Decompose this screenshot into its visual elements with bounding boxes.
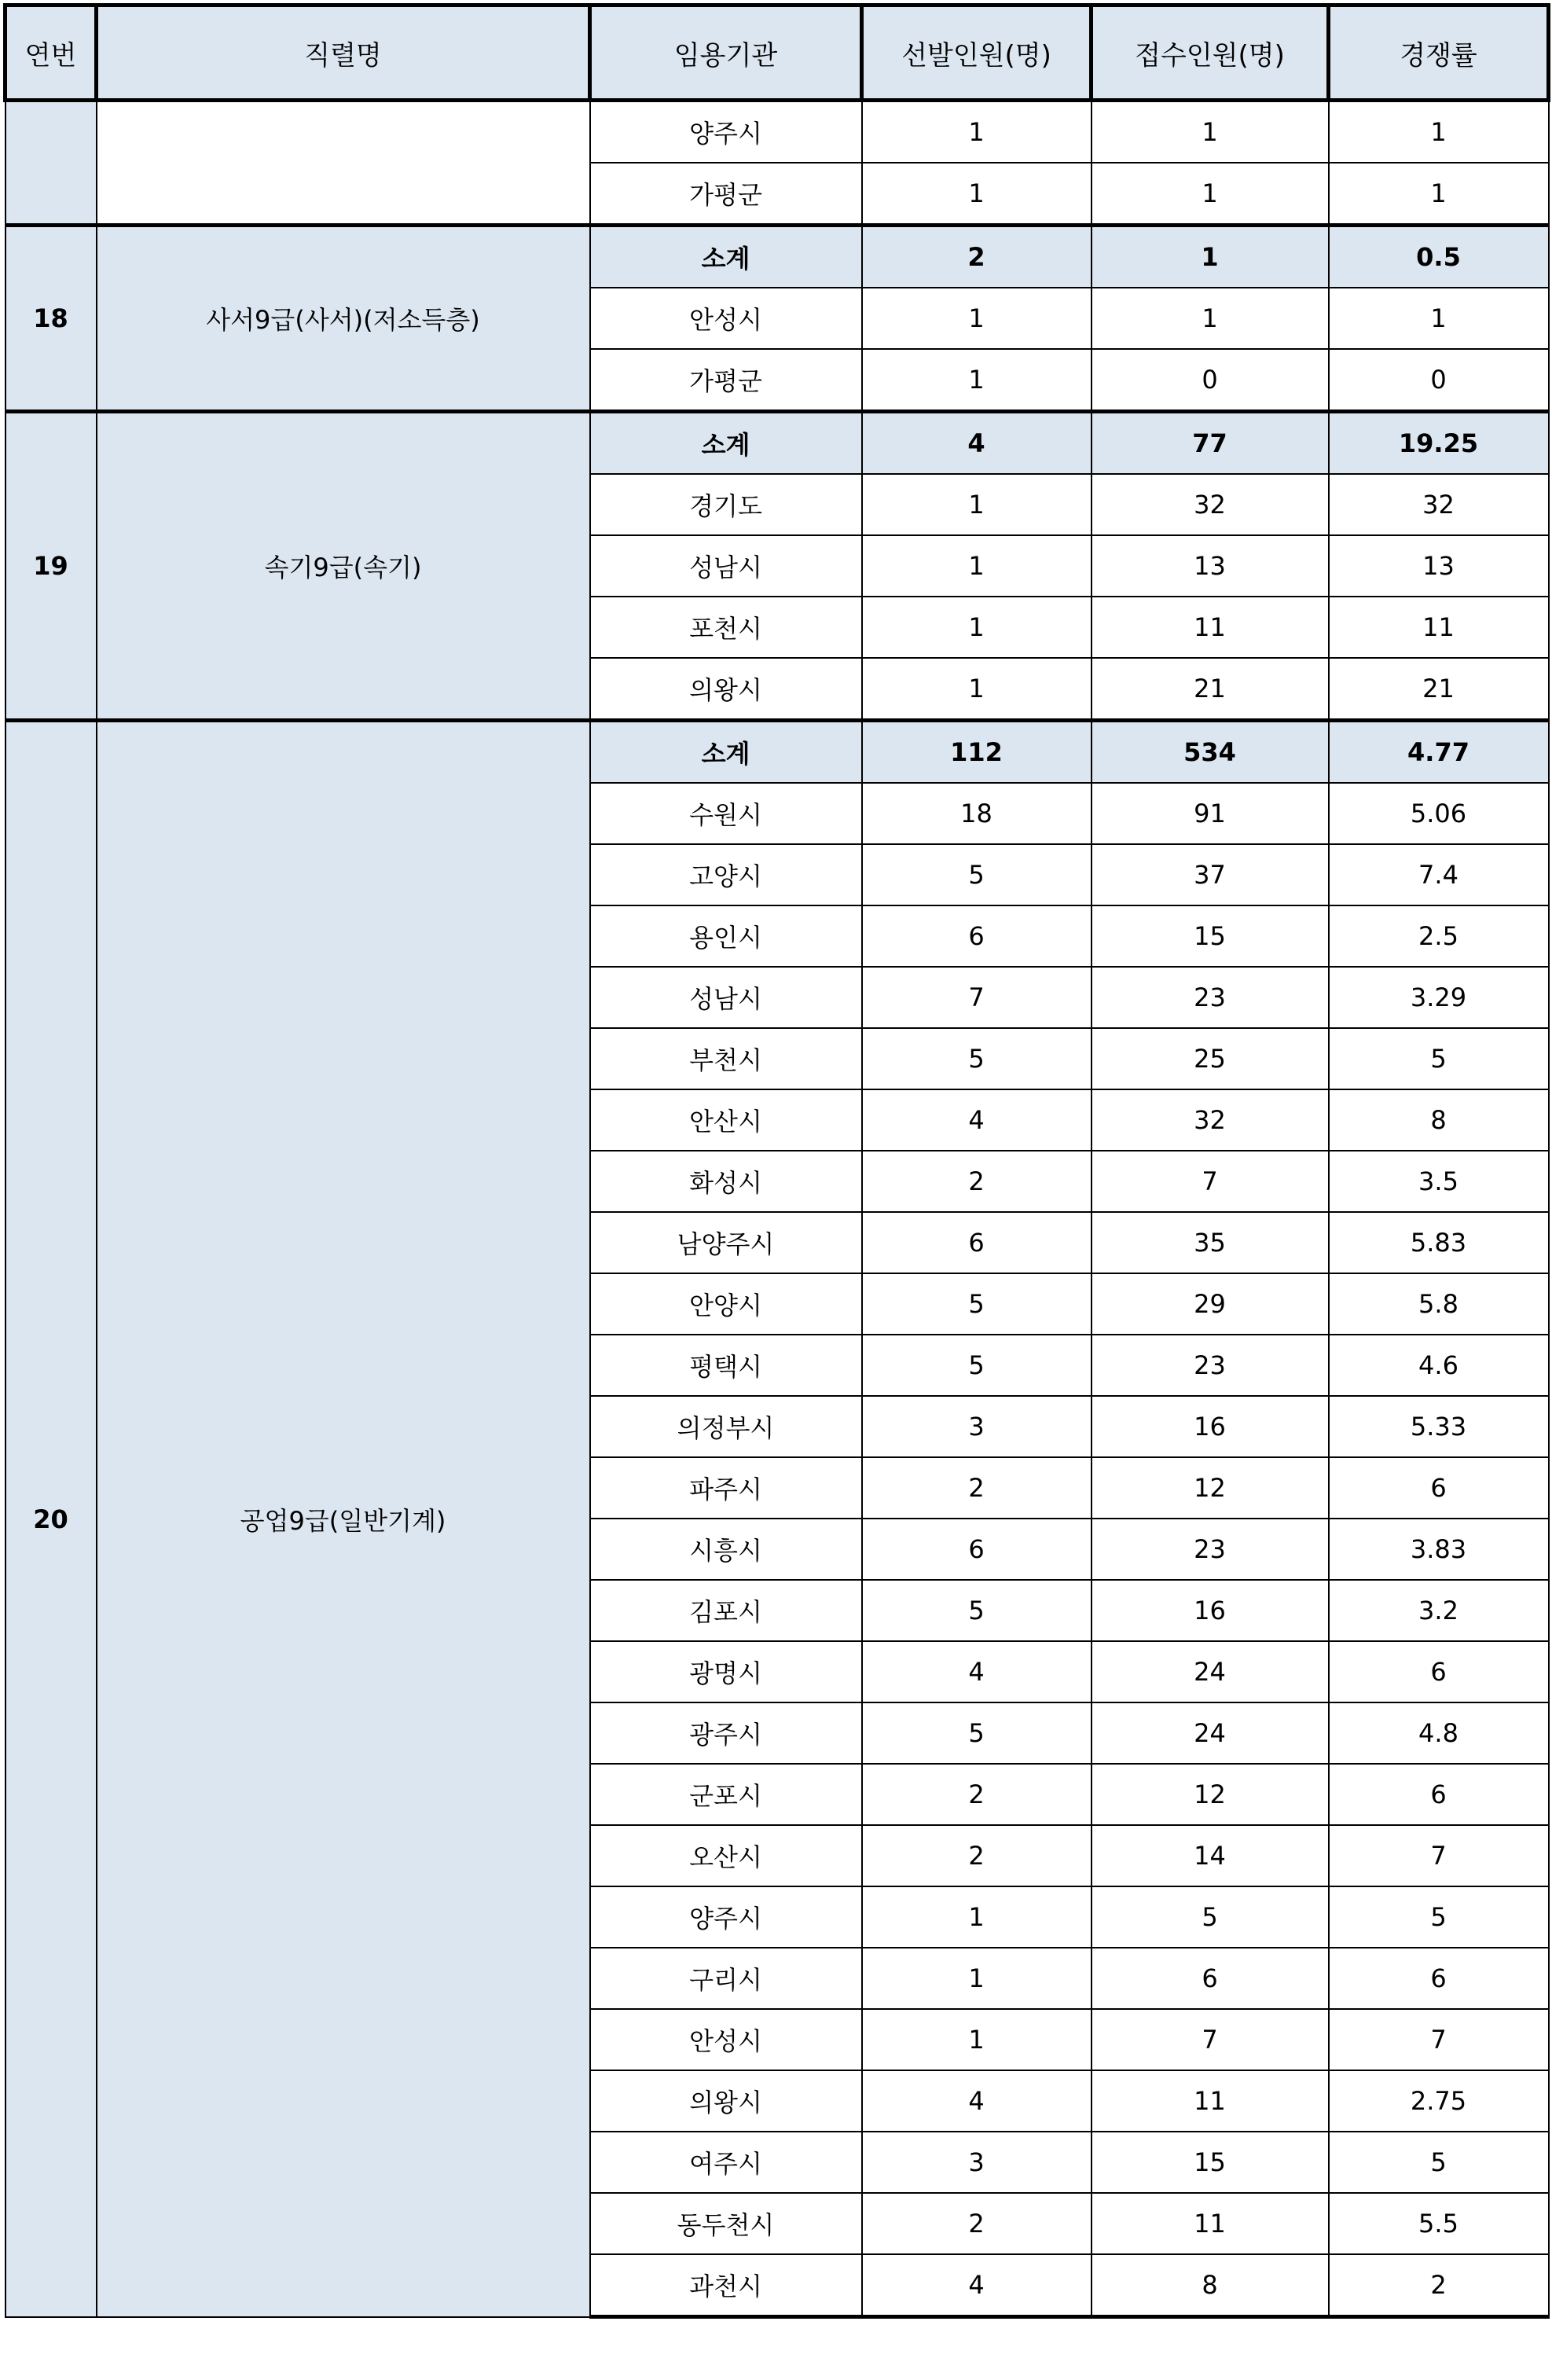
rate-cell: 19.25 [1329,412,1549,475]
selected-count-cell: 1 [862,1886,1092,1948]
org-cell: 가평군 [590,163,862,226]
org-cell: 안산시 [590,1089,862,1151]
applicant-count-cell: 7 [1092,1151,1329,1212]
header-org: 임용기관 [590,6,862,101]
applicant-count-cell: 11 [1092,2193,1329,2254]
job-title-cell: 속기9급(속기) [97,412,590,721]
selected-count-cell: 5 [862,1028,1092,1089]
applicant-count-cell: 1 [1092,288,1329,349]
applicant-count-cell: 14 [1092,1825,1329,1886]
org-cell: 김포시 [590,1580,862,1641]
org-cell: 평택시 [590,1335,862,1396]
org-cell: 성남시 [590,967,862,1028]
applicant-count-cell: 37 [1092,844,1329,905]
table-body [6,101,1549,2317]
selected-count-cell: 4 [862,2254,1092,2317]
rate-cell: 6 [1329,1457,1549,1519]
applicant-count-cell: 23 [1092,1335,1329,1396]
rate-cell: 32 [1329,474,1549,535]
header-job: 직렬명 [97,6,590,101]
rate-cell: 1 [1329,101,1549,163]
selected-count-cell: 4 [862,1089,1092,1151]
applicant-count-cell: 1 [1092,226,1329,288]
table-row [6,101,1549,163]
applicant-count-cell: 24 [1092,1702,1329,1764]
selected-count-cell: 1 [862,349,1092,412]
rate-cell: 4.77 [1329,721,1549,784]
selected-count-cell: 2 [862,1764,1092,1825]
org-cell: 여주시 [590,2132,862,2193]
rate-cell: 7 [1329,1825,1549,1886]
selected-count-cell: 3 [862,1396,1092,1457]
rate-cell: 5.83 [1329,1212,1549,1273]
org-cell: 안성시 [590,288,862,349]
org-cell: 동두천시 [590,2193,862,2254]
header-selected: 선발인원(명) [862,6,1092,101]
recruitment-table [3,3,1550,2319]
selected-count-cell: 1 [862,1948,1092,2009]
rate-cell: 3.83 [1329,1519,1549,1580]
selected-count-cell: 5 [862,1273,1092,1335]
subtotal-row [6,721,1549,784]
rate-cell: 5.06 [1329,783,1549,844]
rate-cell: 11 [1329,597,1549,658]
applicant-count-cell: 29 [1092,1273,1329,1335]
rate-cell: 2.75 [1329,2070,1549,2132]
rate-cell: 3.5 [1329,1151,1549,1212]
org-cell: 군포시 [590,1764,862,1825]
selected-count-cell: 7 [862,967,1092,1028]
org-cell: 안양시 [590,1273,862,1335]
rate-cell: 21 [1329,658,1549,721]
applicant-count-cell: 16 [1092,1580,1329,1641]
rate-cell: 5.33 [1329,1396,1549,1457]
job-title-cell [97,101,590,226]
selected-count-cell: 1 [862,101,1092,163]
applicant-count-cell: 32 [1092,1089,1329,1151]
group-number-cell: 20 [6,721,97,2317]
rate-cell: 3.29 [1329,967,1549,1028]
rate-cell: 1 [1329,288,1549,349]
selected-count-cell: 2 [862,1151,1092,1212]
rate-cell: 1 [1329,163,1549,226]
rate-cell: 6 [1329,1764,1549,1825]
applicant-count-cell: 91 [1092,783,1329,844]
selected-count-cell: 1 [862,658,1092,721]
selected-count-cell: 1 [862,535,1092,597]
org-cell: 양주시 [590,1886,862,1948]
selected-count-cell: 6 [862,1212,1092,1273]
job-title-cell: 공업9급(일반기계) [97,721,590,2317]
applicant-count-cell: 15 [1092,905,1329,967]
job-title-cell: 사서9급(사서)(저소득층) [97,226,590,412]
applicant-count-cell: 77 [1092,412,1329,475]
applicant-count-cell: 1 [1092,101,1329,163]
org-cell: 소계 [590,226,862,288]
applicant-count-cell: 12 [1092,1457,1329,1519]
rate-cell: 7 [1329,2009,1549,2070]
org-cell: 경기도 [590,474,862,535]
org-cell: 소계 [590,412,862,475]
selected-count-cell: 4 [862,2070,1092,2132]
header-no: 연번 [6,6,97,101]
header-row [6,6,1549,101]
selected-count-cell: 4 [862,412,1092,475]
applicant-count-cell: 21 [1092,658,1329,721]
rate-cell: 2.5 [1329,905,1549,967]
org-cell: 고양시 [590,844,862,905]
applicant-count-cell: 0 [1092,349,1329,412]
selected-count-cell: 1 [862,2009,1092,2070]
org-cell: 가평군 [590,349,862,412]
org-cell: 파주시 [590,1457,862,1519]
org-cell: 과천시 [590,2254,862,2317]
org-cell: 성남시 [590,535,862,597]
org-cell: 광명시 [590,1641,862,1702]
org-cell: 포천시 [590,597,862,658]
rate-cell: 7.4 [1329,844,1549,905]
applicant-count-cell: 23 [1092,967,1329,1028]
selected-count-cell: 1 [862,474,1092,535]
subtotal-row [6,226,1549,288]
rate-cell: 0 [1329,349,1549,412]
group-number-cell: 18 [6,226,97,412]
subtotal-row [6,412,1549,475]
group-number-cell [6,101,97,226]
selected-count-cell: 3 [862,2132,1092,2193]
applicant-count-cell: 32 [1092,474,1329,535]
org-cell: 남양주시 [590,1212,862,1273]
applicant-count-cell: 534 [1092,721,1329,784]
rate-cell: 3.2 [1329,1580,1549,1641]
applicant-count-cell: 35 [1092,1212,1329,1273]
org-cell: 화성시 [590,1151,862,1212]
rate-cell: 8 [1329,1089,1549,1151]
selected-count-cell: 5 [862,1335,1092,1396]
rate-cell: 5.8 [1329,1273,1549,1335]
rate-cell: 13 [1329,535,1549,597]
applicant-count-cell: 23 [1092,1519,1329,1580]
selected-count-cell: 5 [862,1580,1092,1641]
org-cell: 양주시 [590,101,862,163]
rate-cell: 5 [1329,1886,1549,1948]
org-cell: 시흥시 [590,1519,862,1580]
rate-cell: 0.5 [1329,226,1549,288]
applicant-count-cell: 1 [1092,163,1329,226]
selected-count-cell: 2 [862,2193,1092,2254]
org-cell: 광주시 [590,1702,862,1764]
rate-cell: 5 [1329,1028,1549,1089]
org-cell: 수원시 [590,783,862,844]
selected-count-cell: 18 [862,783,1092,844]
org-cell: 의왕시 [590,658,862,721]
rate-cell: 5 [1329,2132,1549,2193]
applicant-count-cell: 6 [1092,1948,1329,2009]
applicant-count-cell: 11 [1092,597,1329,658]
group-number-cell: 19 [6,412,97,721]
rate-cell: 4.8 [1329,1702,1549,1764]
org-cell: 의왕시 [590,2070,862,2132]
applicant-count-cell: 16 [1092,1396,1329,1457]
org-cell: 의정부시 [590,1396,862,1457]
applicant-count-cell: 13 [1092,535,1329,597]
selected-count-cell: 112 [862,721,1092,784]
selected-count-cell: 1 [862,597,1092,658]
selected-count-cell: 1 [862,288,1092,349]
rate-cell: 2 [1329,2254,1549,2317]
applicant-count-cell: 5 [1092,1886,1329,1948]
selected-count-cell: 4 [862,1641,1092,1702]
org-cell: 부천시 [590,1028,862,1089]
selected-count-cell: 5 [862,844,1092,905]
applicant-count-cell: 15 [1092,2132,1329,2193]
org-cell: 오산시 [590,1825,862,1886]
applicant-count-cell: 25 [1092,1028,1329,1089]
selected-count-cell: 6 [862,1519,1092,1580]
selected-count-cell: 5 [862,1702,1092,1764]
rate-cell: 4.6 [1329,1335,1549,1396]
applicant-count-cell: 8 [1092,2254,1329,2317]
selected-count-cell: 2 [862,226,1092,288]
applicant-count-cell: 12 [1092,1764,1329,1825]
applicant-count-cell: 11 [1092,2070,1329,2132]
applicant-count-cell: 24 [1092,1641,1329,1702]
selected-count-cell: 6 [862,905,1092,967]
header-rate: 경쟁률 [1329,6,1549,101]
selected-count-cell: 2 [862,1457,1092,1519]
org-cell: 구리시 [590,1948,862,2009]
org-cell: 용인시 [590,905,862,967]
applicant-count-cell: 7 [1092,2009,1329,2070]
org-cell: 안성시 [590,2009,862,2070]
rate-cell: 6 [1329,1641,1549,1702]
header-applicants: 접수인원(명) [1092,6,1329,101]
selected-count-cell: 2 [862,1825,1092,1886]
org-cell: 소계 [590,721,862,784]
rate-cell: 5.5 [1329,2193,1549,2254]
selected-count-cell: 1 [862,163,1092,226]
rate-cell: 6 [1329,1948,1549,2009]
